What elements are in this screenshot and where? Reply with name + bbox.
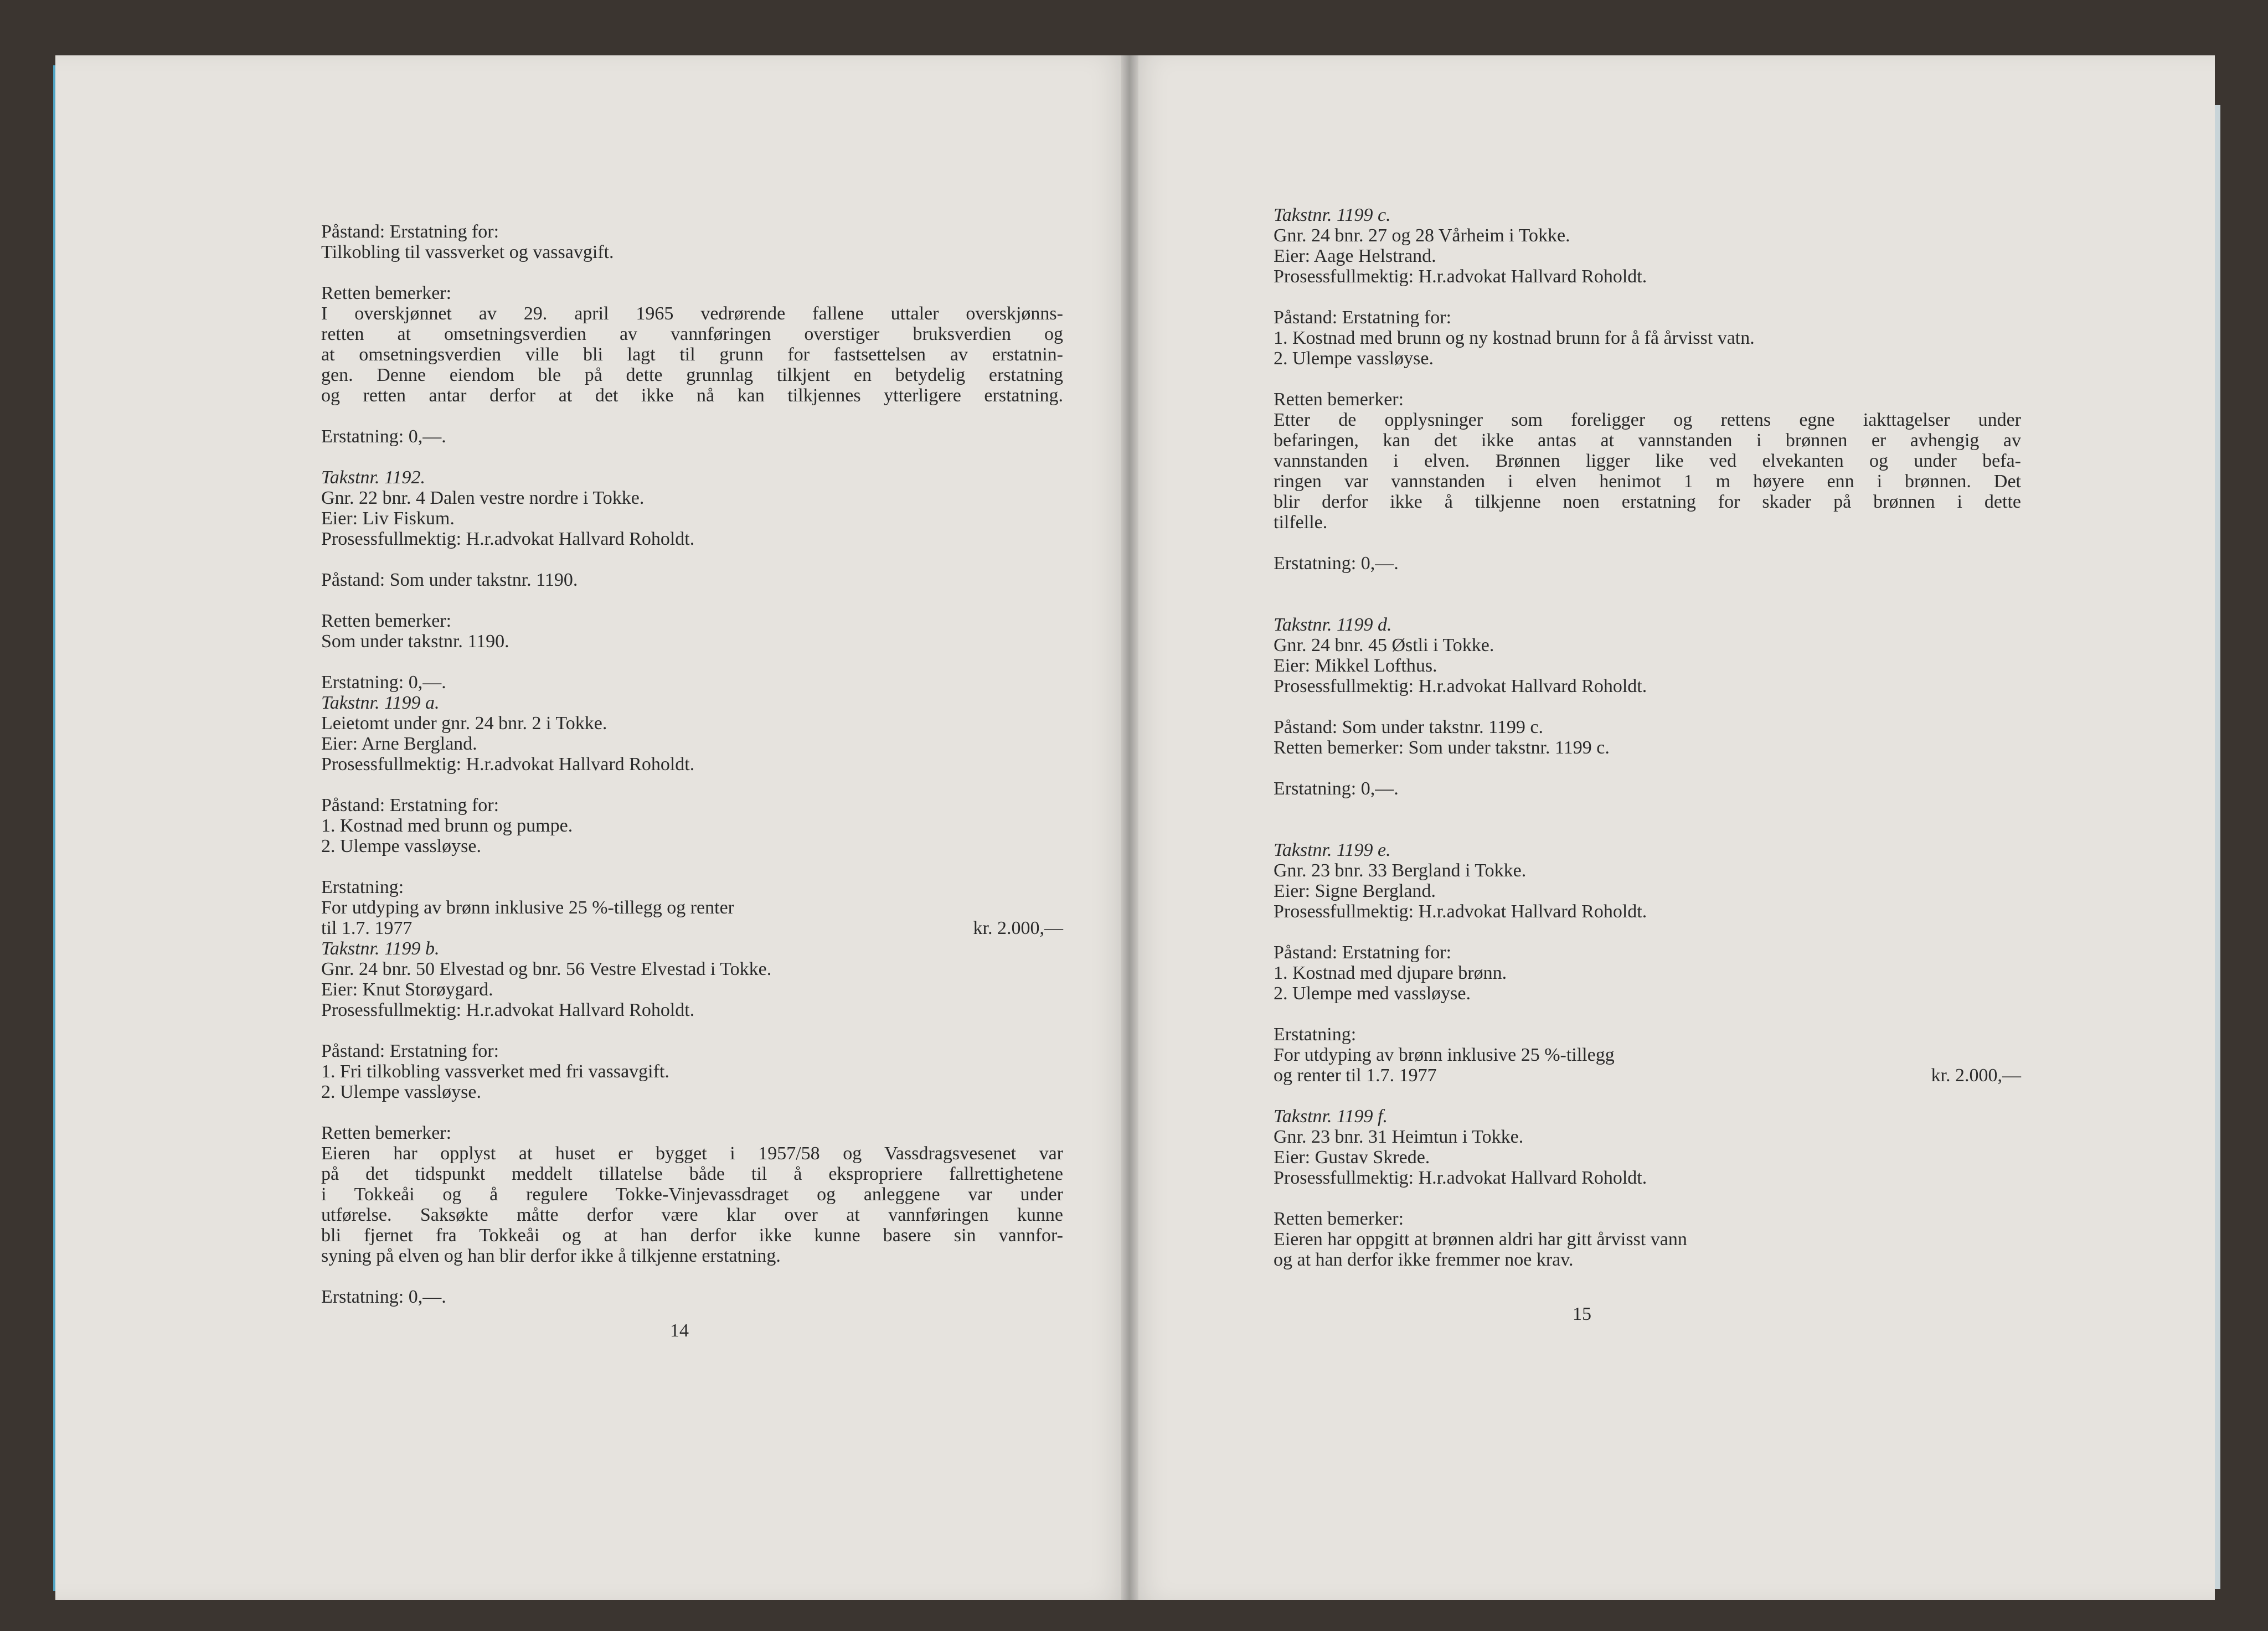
text-line: Eier: Mikkel Lofthus. <box>1274 656 1437 676</box>
takst-heading: Takstnr. 1192. <box>321 467 425 488</box>
text-line: retten at omsetningsverdien av vannføringen overstiger bruksverdien og <box>321 324 1063 344</box>
text-line: For utdyping av brønn inklusive 25 %-tillegg <box>1274 1045 1615 1065</box>
page-number: 14 <box>670 1320 689 1341</box>
amount-line <box>1274 1065 2021 1086</box>
takst-heading: Takstnr. 1199 c. <box>1274 205 1391 225</box>
left-page-text <box>321 221 1063 1307</box>
amount-value: kr. 2.000,— <box>1931 1065 2021 1086</box>
text-line: Erstatning: 0,—. <box>321 672 446 693</box>
paragraph-gap <box>1274 922 2021 942</box>
text-line: Tilkobling til vassverket og vassavgift. <box>321 242 614 262</box>
text-line: til 1.7. 1977 <box>321 918 413 938</box>
text-line: Retten bemerker: <box>1274 1209 1404 1229</box>
paragraph-gap <box>321 447 1063 467</box>
text-line: Erstatning: 0,—. <box>321 426 446 447</box>
takst-heading: Takstnr. 1199 f. <box>1274 1106 1388 1127</box>
takst-heading: Takstnr. 1199 b. <box>321 938 440 959</box>
takst-heading: Takstnr. 1199 a. <box>321 693 440 713</box>
text-line: 1. Kostnad med djupare brønn. <box>1274 963 1507 983</box>
paragraph-gap <box>321 856 1063 877</box>
text-line: Gnr. 23 bnr. 33 Bergland i Tokke. <box>1274 860 1527 881</box>
text-line: 2. Ulempe med vassløyse. <box>1274 983 1471 1004</box>
text-line: og renter til 1.7. 1977 <box>1274 1065 1437 1086</box>
text-line: Eier: Knut Storøygard. <box>321 979 493 1000</box>
text-line: 1. Fri tilkobling vassverket med fri vassavgift. <box>321 1061 669 1082</box>
text-line: Prosessfullmektig: H.r.advokat Hallvard Roholdt. <box>321 529 695 549</box>
text-line: Retten bemerker: <box>321 283 452 303</box>
text-line: Prosessfullmektig: H.r.advokat Hallvard Roholdt. <box>1274 266 1647 287</box>
paragraph-gap <box>1274 1004 2021 1024</box>
paragraph-gap <box>1274 369 2021 389</box>
paragraph-gap <box>321 406 1063 426</box>
text-line: syning på elven og han blir derfor ikke å tilkjenne erstatning. <box>321 1246 781 1266</box>
text-line: 2. Ulempe vassløyse. <box>321 1082 481 1102</box>
text-line: tilfelle. <box>1274 512 1328 533</box>
right-page-text <box>1274 205 2021 1270</box>
text-line: Leietomt under gnr. 24 bnr. 2 i Tokke. <box>321 713 607 734</box>
paragraph-gap <box>321 262 1063 283</box>
text-line: i Tokkeåi og å regulere Tokke-Vinjevassdraget og anleggene var under <box>321 1184 1063 1205</box>
text-line: og at han derfor ikke fremmer noe krav. <box>1274 1250 1574 1270</box>
text-line: Gnr. 24 bnr. 50 Elvestad og bnr. 56 Vestre Elvestad i Tokke. <box>321 959 772 979</box>
paragraph-gap <box>321 549 1063 570</box>
paragraph-gap <box>321 775 1063 795</box>
text-line: Som under takstnr. 1190. <box>321 631 509 652</box>
text-line: 2. Ulempe vassløyse. <box>321 836 481 856</box>
takst-heading: Takstnr. 1199 e. <box>1274 840 1391 860</box>
paragraph-gap <box>321 1102 1063 1123</box>
text-line: at omsetningsverdien ville bli lagt til grunn for fastsettelsen av erstatnin- <box>321 344 1063 365</box>
text-line: Erstatning: 0,—. <box>321 1287 446 1307</box>
text-line: Gnr. 24 bnr. 27 og 28 Vårheim i Tokke. <box>1274 225 1570 246</box>
text-line: Eieren har oppgitt at brønnen aldri har gitt årvisst vann <box>1274 1229 1687 1250</box>
text-line: 2. Ulempe vassløyse. <box>1274 348 1434 369</box>
text-line: utførelse. Saksøkte måtte derfor være klar over at vannføringen kunne <box>321 1205 1063 1225</box>
text-line: Gnr. 22 bnr. 4 Dalen vestre nordre i Tokke. <box>321 488 645 508</box>
text-line: Eier: Aage Helstrand. <box>1274 246 1436 266</box>
paragraph-gap <box>1274 287 2021 307</box>
text-line: Påstand: Erstatning for: <box>1274 307 1452 328</box>
text-line: Påstand: Som under takstnr. 1199 c. <box>1274 717 1543 737</box>
text-line: på det tidspunkt meddelt tillatelse både til å ekspropriere fallrettighetene <box>321 1164 1063 1184</box>
text-line: ringen var vannstanden i elven henimot 1 m høyere enn i brønnen. Det <box>1274 471 2021 492</box>
book-spine <box>1121 55 1138 1600</box>
text-line: Retten bemerker: <box>321 611 452 631</box>
text-line: Prosessfullmektig: H.r.advokat Hallvard Roholdt. <box>321 754 695 775</box>
paragraph-gap <box>1274 533 2021 553</box>
text-line: 1. Kostnad med brunn og ny kostnad brunn for å få årvisst vatn. <box>1274 328 1755 348</box>
text-line: Eieren har opplyst at huset er bygget i 1957/58 og Vassdragsvesenet var <box>321 1143 1063 1164</box>
text-line: Erstatning: <box>321 877 404 897</box>
text-line: Påstand: Erstatning for: <box>321 1041 499 1061</box>
text-line: Gnr. 23 bnr. 31 Heimtun i Tokke. <box>1274 1127 1524 1147</box>
paragraph-gap <box>1274 696 2021 717</box>
text-line: Prosessfullmektig: H.r.advokat Hallvard Roholdt. <box>1274 1168 1647 1188</box>
paragraph-gap <box>1274 574 2021 615</box>
text-line: Påstand: Erstatning for: <box>321 221 499 242</box>
amount-value: kr. 2.000,— <box>973 918 1063 938</box>
text-line: Prosessfullmektig: H.r.advokat Hallvard Roholdt. <box>321 1000 695 1020</box>
text-line: Eier: Liv Fiskum. <box>321 508 455 529</box>
paragraph-gap <box>321 1266 1063 1287</box>
text-line: Erstatning: 0,—. <box>1274 553 1399 574</box>
text-line: Eier: Signe Bergland. <box>1274 881 1436 901</box>
text-line: Erstatning: 0,—. <box>1274 778 1399 799</box>
text-line: 1. Kostnad med brunn og pumpe. <box>321 816 573 836</box>
amount-line <box>321 918 1063 938</box>
text-line: vannstanden i elven. Brønnen ligger like ved elvekanten og under befa- <box>1274 451 2021 471</box>
takst-heading: Takstnr. 1199 d. <box>1274 615 1392 635</box>
text-line: Gnr. 24 bnr. 45 Østli i Tokke. <box>1274 635 1494 656</box>
left-page <box>55 55 1130 1600</box>
text-line: blir derfor ikke å tilkjenne noen erstatning for skader på brønnen i dette <box>1274 492 2021 512</box>
paragraph-gap <box>1274 758 2021 778</box>
text-line: Retten bemerker: <box>321 1123 452 1143</box>
text-line: I overskjønnet av 29. april 1965 vedrørende fallene uttaler overskjønns- <box>321 303 1063 324</box>
text-line: Eier: Arne Bergland. <box>321 734 477 754</box>
text-line: og retten antar derfor at det ikke nå kan tilkjennes ytterligere erstatning. <box>321 385 1063 406</box>
paragraph-gap <box>1274 1188 2021 1209</box>
paragraph-gap <box>321 590 1063 611</box>
text-line: Retten bemerker: Som under takstnr. 1199 c. <box>1274 737 1610 758</box>
text-line: befaringen, kan det ikke antas at vannstanden i brønnen er avhengig av <box>1274 430 2021 451</box>
page-number: 15 <box>1573 1304 1591 1324</box>
text-line: Påstand: Som under takstnr. 1190. <box>321 570 578 590</box>
text-line: Eier: Gustav Skrede. <box>1274 1147 1430 1168</box>
text-line: Påstand: Erstatning for: <box>1274 942 1452 963</box>
text-line: Erstatning: <box>1274 1024 1357 1045</box>
text-line: Etter de opplysninger som foreligger og rettens egne iakttagelser under <box>1274 410 2021 430</box>
paragraph-gap <box>1274 1086 2021 1106</box>
right-page <box>1130 55 2215 1600</box>
text-line: bli fjernet fra Tokkeåi og at han derfor ikke kunne basere sin vannfor- <box>321 1225 1063 1246</box>
paragraph-gap <box>321 652 1063 672</box>
paragraph-gap <box>321 1020 1063 1041</box>
text-line: gen. Denne eiendom ble på dette grunnlag tilkjent en betydelig erstatning <box>321 365 1063 385</box>
text-line: Retten bemerker: <box>1274 389 1404 410</box>
text-line: Prosessfullmektig: H.r.advokat Hallvard Roholdt. <box>1274 901 1647 922</box>
text-line: Prosessfullmektig: H.r.advokat Hallvard Roholdt. <box>1274 676 1647 696</box>
paragraph-gap <box>1274 799 2021 840</box>
text-line: Påstand: Erstatning for: <box>321 795 499 816</box>
text-line: For utdyping av brønn inklusive 25 %-tillegg og renter <box>321 897 734 918</box>
